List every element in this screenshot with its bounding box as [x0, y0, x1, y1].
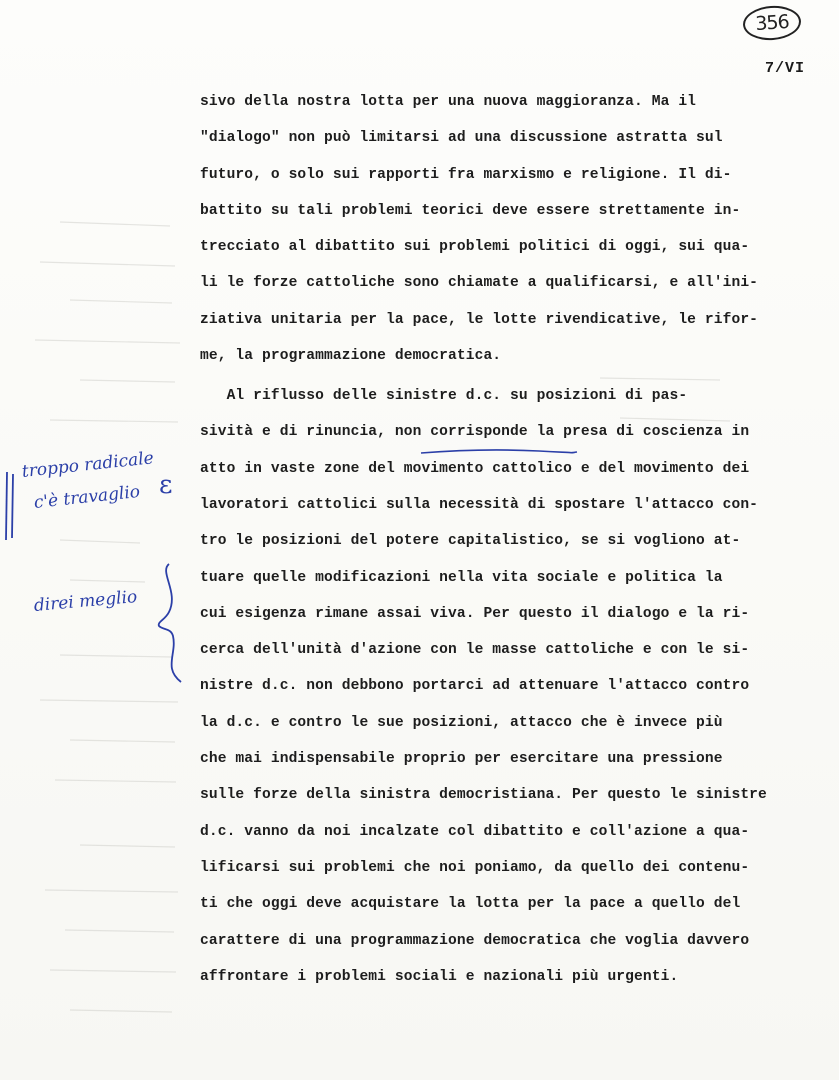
text-line: "dialogo" non può limitarsi ad una discussione astratta sul [200, 130, 723, 147]
handwritten-brace [155, 562, 189, 684]
text-line: cui esigenza rimane assai viva. Per questo il dialogo e la ri- [200, 605, 750, 622]
text-line: tro le posizioni del potere capitalistico, se si vogliono at- [200, 533, 741, 550]
text-line: futuro, o solo sui rapporti fra marxismo e religione. Il di- [200, 166, 732, 183]
text-line: d.c. vanno da noi incalzate col dibattito e coll'azione a qua- [200, 823, 750, 840]
text-line: li le forze cattoliche sono chiamate a qualificarsi, e all'ini- [200, 275, 759, 292]
text-line: trecciato al dibattito sui problemi politici di oggi, sui qua- [200, 239, 750, 256]
text-line: la d.c. e contro le sue posizioni, attacco che è invece più [200, 714, 723, 731]
margin-note-line-2: c'è travaglio [32, 481, 141, 513]
text-line: sivo della nostra lotta per una nuova maggioranza. Ma il [200, 94, 697, 110]
folio-number: 7/VI [765, 60, 806, 77]
margin-note-line-1: troppo radicale [20, 448, 155, 482]
text-line: ziativa unitaria per la pace, le lotte rivendicative, le rifor- [200, 311, 759, 328]
handwritten-underline [419, 447, 579, 457]
text-line: sività e di rinuncia, non corrisponde la presa di coscienza in [200, 424, 750, 441]
text-line: affrontare i problemi sociali e nazionali più urgenti. [200, 968, 679, 985]
text-line: carattere di una programmazione democratica che voglia davvero [200, 932, 750, 949]
epsilon-mark: ε [159, 470, 173, 500]
page-number-stamp [742, 4, 802, 42]
text-line: Al riflusso delle sinistre d.c. su posizioni di pas- [200, 388, 688, 405]
text-line: me, la programmazione democratica. [200, 348, 502, 365]
text-line: che mai indispensabile proprio per esercitare una pressione [200, 751, 723, 768]
text-line: battito su tali problemi teorici deve essere strettamente in- [200, 202, 741, 219]
text-line: sulle forze della sinistra democristiana. Per questo le sinistre [200, 787, 767, 804]
typed-body-text [200, 89, 839, 1000]
text-line: tuare quelle modificazioni nella vita sociale e politica la [200, 569, 723, 586]
margin-note-line-3: direi meglio [33, 587, 139, 616]
text-line: lavoratori cattolici sulla necessità di spostare l'attacco con- [200, 496, 759, 513]
margin-vertical-bars [4, 470, 16, 542]
text-line: lificarsi sui problemi che noi poniamo, da quello dei contenu- [200, 859, 750, 876]
text-line: ti che oggi deve acquistare la lotta per la pace a quello del [200, 896, 741, 913]
page-number-text: 356 [754, 10, 790, 36]
text-line: atto in vaste zone del movimento cattolico e del movimento dei [200, 460, 750, 477]
text-line: cerca dell'unità d'azione con le masse cattoliche e con le si- [200, 642, 750, 659]
text-line: nistre d.c. non debbono portarci ad attenuare l'attacco contro [200, 678, 750, 695]
